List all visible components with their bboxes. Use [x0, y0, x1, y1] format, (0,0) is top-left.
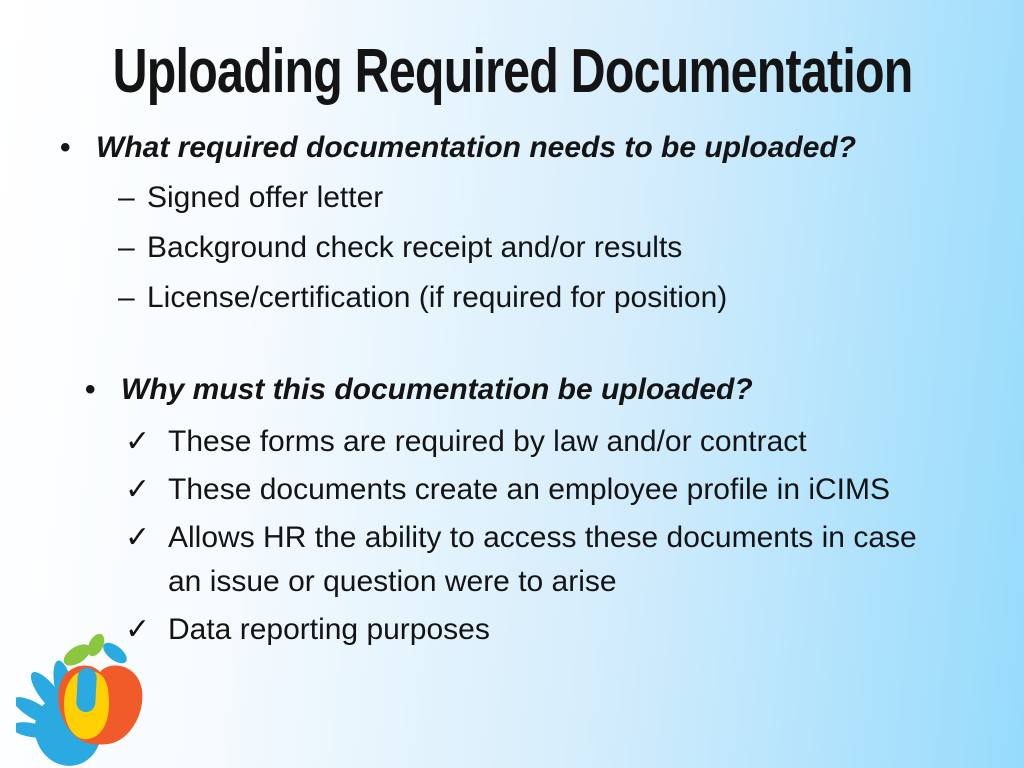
item-line: an issue or question were to arise — [168, 565, 617, 598]
item-line: Allows HR the ability to access these documents in case — [168, 521, 917, 554]
finger-over-apple — [76, 668, 97, 713]
item-text — [168, 608, 490, 652]
checkmark-icon: ✓ — [125, 425, 151, 458]
item-text: Background check receipt and/or results — [147, 231, 683, 264]
heading-text: Why must this documentation be uploaded? — [121, 373, 753, 406]
slide-title: Uploading Required Documentation — [112, 37, 913, 106]
section-what-documentation — [60, 126, 856, 326]
bullet-dot-marker: • — [60, 131, 71, 164]
list-item — [125, 516, 917, 604]
bullet-heading — [85, 368, 917, 412]
dash-marker: – — [118, 231, 135, 264]
list-item — [118, 276, 856, 320]
item-line: These documents create an employee profile in iCIMS — [168, 473, 891, 506]
bullet-dot-marker: • — [85, 373, 96, 406]
list-item — [125, 420, 917, 464]
item-line: Data reporting purposes — [168, 613, 490, 646]
item-text: Signed offer letter — [147, 181, 384, 214]
list-item — [125, 608, 917, 652]
section-why-documentation — [85, 368, 917, 656]
dash-marker: – — [118, 181, 135, 214]
hand-and-apple-logo — [16, 632, 146, 768]
checkmark-icon: ✓ — [125, 521, 151, 554]
list-item — [118, 176, 856, 220]
checkmark-icon: ✓ — [125, 613, 151, 646]
list-item — [125, 468, 917, 512]
dash-marker: – — [118, 281, 135, 314]
item-text — [168, 420, 807, 464]
item-text — [168, 468, 890, 512]
heading-text: What required documentation needs to be uploaded? — [96, 131, 857, 164]
item-line: These forms are required by law and/or contract — [168, 425, 807, 458]
checkmark-icon: ✓ — [125, 473, 151, 506]
item-text — [168, 516, 917, 604]
leaf-blue-icon — [100, 639, 131, 667]
list-item — [118, 226, 856, 270]
item-text: License/certification (if required for position) — [147, 281, 728, 314]
bullet-heading — [60, 126, 856, 170]
